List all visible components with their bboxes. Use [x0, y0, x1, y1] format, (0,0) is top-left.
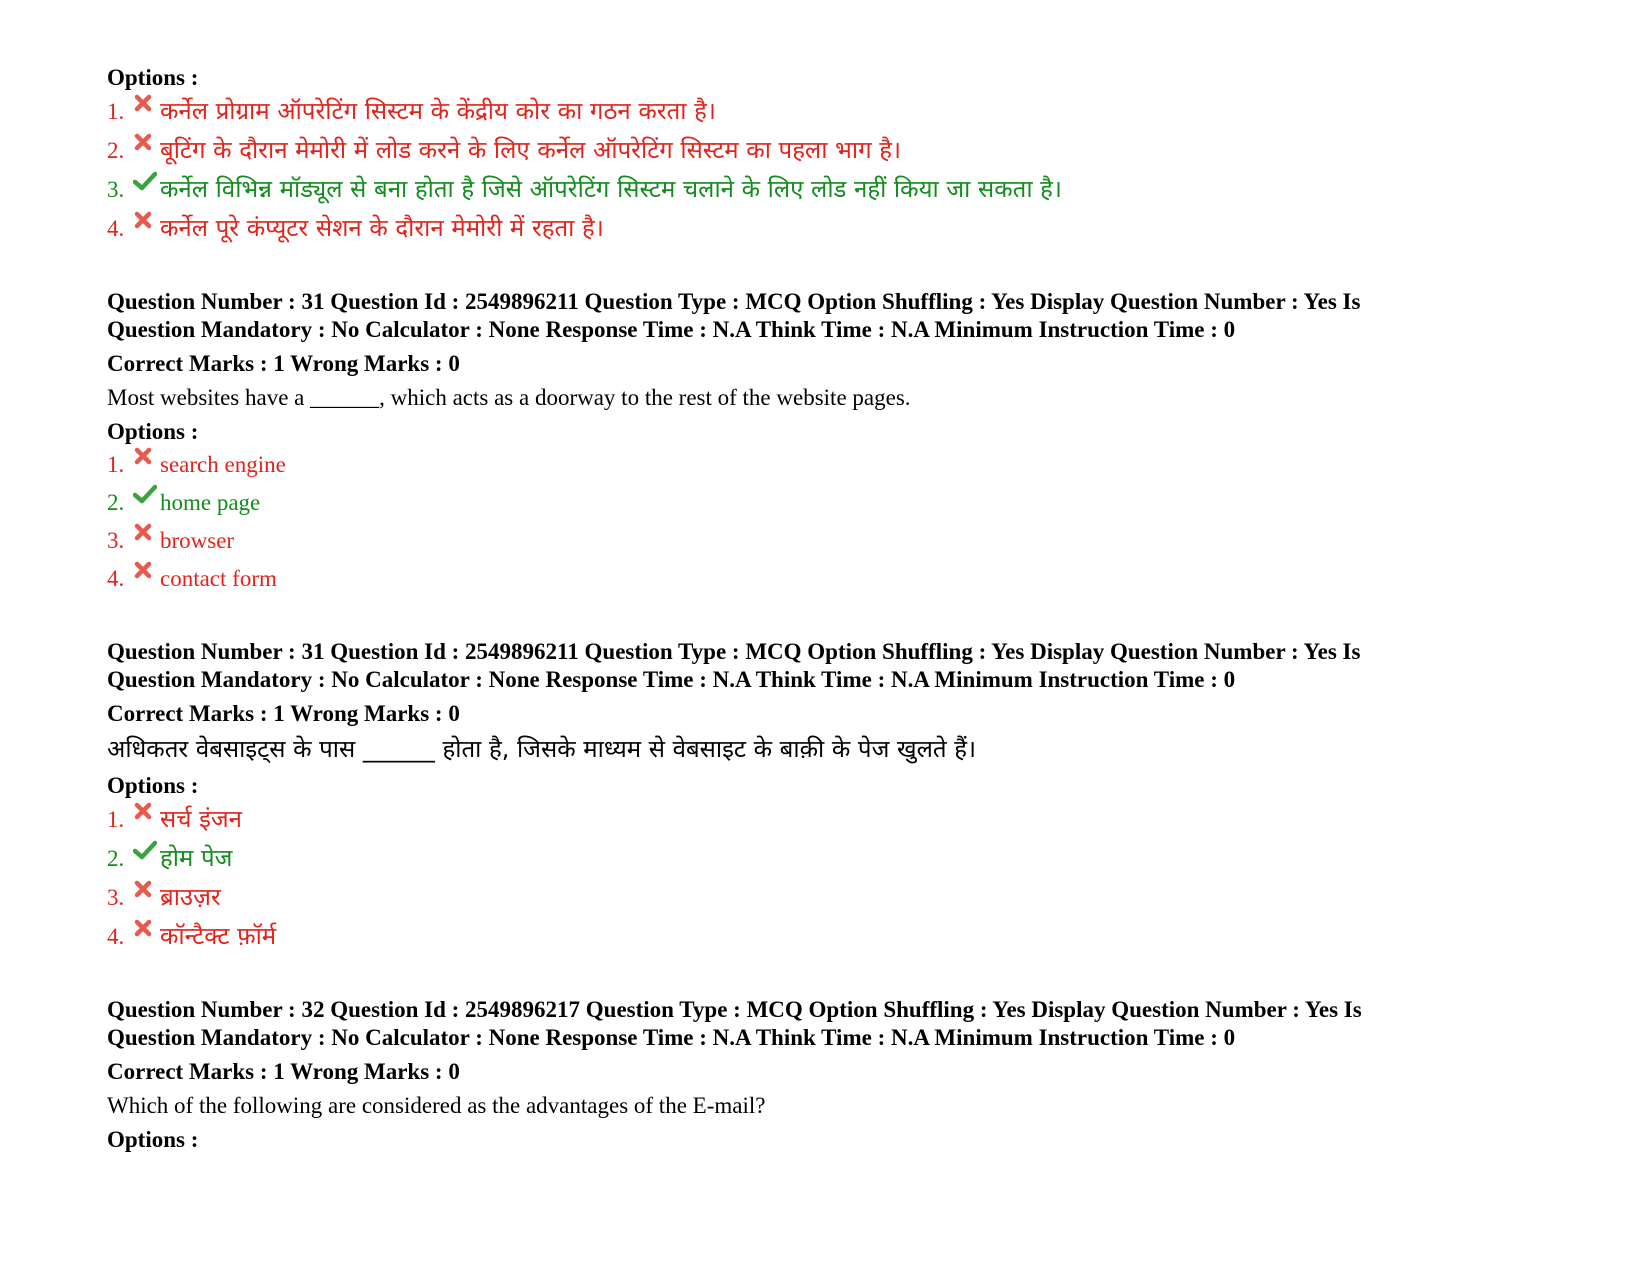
option-text: कॉन्टैक्ट फ़ॉर्म	[160, 922, 277, 950]
option-item	[107, 131, 1547, 170]
question-meta-line: Question Number : 31 Question Id : 2549896211 Question Type : MCQ Option Shuffling : Yes Display Question Number : Yes Is	[107, 639, 1361, 664]
options-label: Options :	[107, 419, 199, 444]
question-meta	[107, 996, 1507, 1052]
cross-icon	[133, 446, 160, 466]
question-block-31-hi	[107, 638, 1547, 956]
question-meta-line: Question Mandatory : No Calculator : None Response Time : N.A Think Time : N.A Minimum Instruction Time : 0	[107, 317, 1236, 342]
option-text: कर्नेल विभिन्न मॉड्यूल से बना होता है जिसे ऑपरेटिंग सिस्टम चलाने के लिए लोड नहीं किया जा सकता है।	[160, 175, 1063, 203]
options-label: Options :	[107, 1127, 199, 1152]
question-meta-line: Question Number : 32 Question Id : 2549896217 Question Type : MCQ Option Shuffling : Yes Display Question Number : Yes Is	[107, 997, 1362, 1022]
option-number: 4.	[107, 924, 125, 949]
check-icon	[133, 171, 160, 191]
marks-info: Correct Marks : 1 Wrong Marks : 0	[107, 1059, 460, 1084]
question-meta-line: Question Mandatory : No Calculator : None Response Time : N.A Think Time : N.A Minimum Instruction Time : 0	[107, 667, 1236, 692]
cross-icon	[133, 93, 160, 113]
check-icon	[133, 840, 160, 860]
document-page	[107, 64, 1547, 1154]
question-meta-line: Question Mandatory : No Calculator : None Response Time : N.A Think Time : N.A Minimum Instruction Time : 0	[107, 1025, 1236, 1050]
option-item	[107, 209, 1547, 248]
option-number: 2.	[107, 846, 125, 871]
option-text: सर्च इंजन	[160, 805, 243, 833]
cross-icon	[133, 879, 160, 899]
option-text: कर्नेल पूरे कंप्यूटर सेशन के दौरान मेमोरी में रहता है।	[160, 214, 604, 242]
options-label: Options :	[107, 65, 199, 90]
question-block-30	[107, 64, 1547, 248]
option-text: बूटिंग के दौरान मेमोरी में लोड करने के लिए कर्नेल ऑपरेटिंग सिस्टम का पहला भाग है।	[160, 136, 902, 164]
option-number: 2.	[107, 490, 125, 515]
option-item	[107, 522, 1547, 560]
option-text: search engine	[160, 452, 286, 477]
option-text: browser	[160, 528, 235, 553]
option-text: ब्राउज़र	[160, 883, 221, 911]
marks-info: Correct Marks : 1 Wrong Marks : 0	[107, 701, 460, 726]
question-text: अधिकतर वेबसाइट्स के पास ______ होता है, जिसके माध्यम से वेबसाइट के बाक़ी के पेज खुलते हैं।	[107, 735, 977, 763]
question-block-31-en	[107, 288, 1547, 598]
option-number: 4.	[107, 566, 125, 591]
option-number: 2.	[107, 138, 125, 163]
option-item	[107, 839, 1547, 878]
option-item	[107, 878, 1547, 917]
option-item	[107, 446, 1547, 484]
option-text: होम पेज	[160, 844, 233, 872]
check-icon	[133, 484, 160, 504]
question-meta	[107, 288, 1507, 344]
question-meta-line: Question Number : 31 Question Id : 2549896211 Question Type : MCQ Option Shuffling : Yes Display Question Number : Yes Is	[107, 289, 1361, 314]
question-block-32	[107, 996, 1547, 1154]
option-number: 1.	[107, 807, 125, 832]
question-text: Most websites have a ______, which acts as a doorway to the rest of the website pages.	[107, 385, 911, 410]
option-item	[107, 484, 1547, 522]
option-item	[107, 170, 1547, 209]
option-text: कर्नेल प्रोग्राम ऑपरेटिंग सिस्टम के केंद्रीय कोर का गठन करता है।	[160, 97, 716, 125]
option-number: 1.	[107, 99, 125, 124]
option-number: 3.	[107, 177, 125, 202]
cross-icon	[133, 132, 160, 152]
option-number: 1.	[107, 452, 125, 477]
cross-icon	[133, 560, 160, 580]
option-number: 3.	[107, 528, 125, 553]
option-text: home page	[160, 490, 261, 515]
option-number: 3.	[107, 885, 125, 910]
marks-info: Correct Marks : 1 Wrong Marks : 0	[107, 351, 460, 376]
option-item	[107, 92, 1547, 131]
cross-icon	[133, 210, 160, 230]
question-text: Which of the following are considered as the advantages of the E-mail?	[107, 1093, 766, 1118]
question-meta	[107, 638, 1507, 694]
cross-icon	[133, 918, 160, 938]
option-text: contact form	[160, 566, 277, 591]
options-label: Options :	[107, 773, 199, 798]
option-item	[107, 560, 1547, 598]
cross-icon	[133, 801, 160, 821]
option-item	[107, 917, 1547, 956]
cross-icon	[133, 522, 160, 542]
option-number: 4.	[107, 216, 125, 241]
option-item	[107, 800, 1547, 839]
